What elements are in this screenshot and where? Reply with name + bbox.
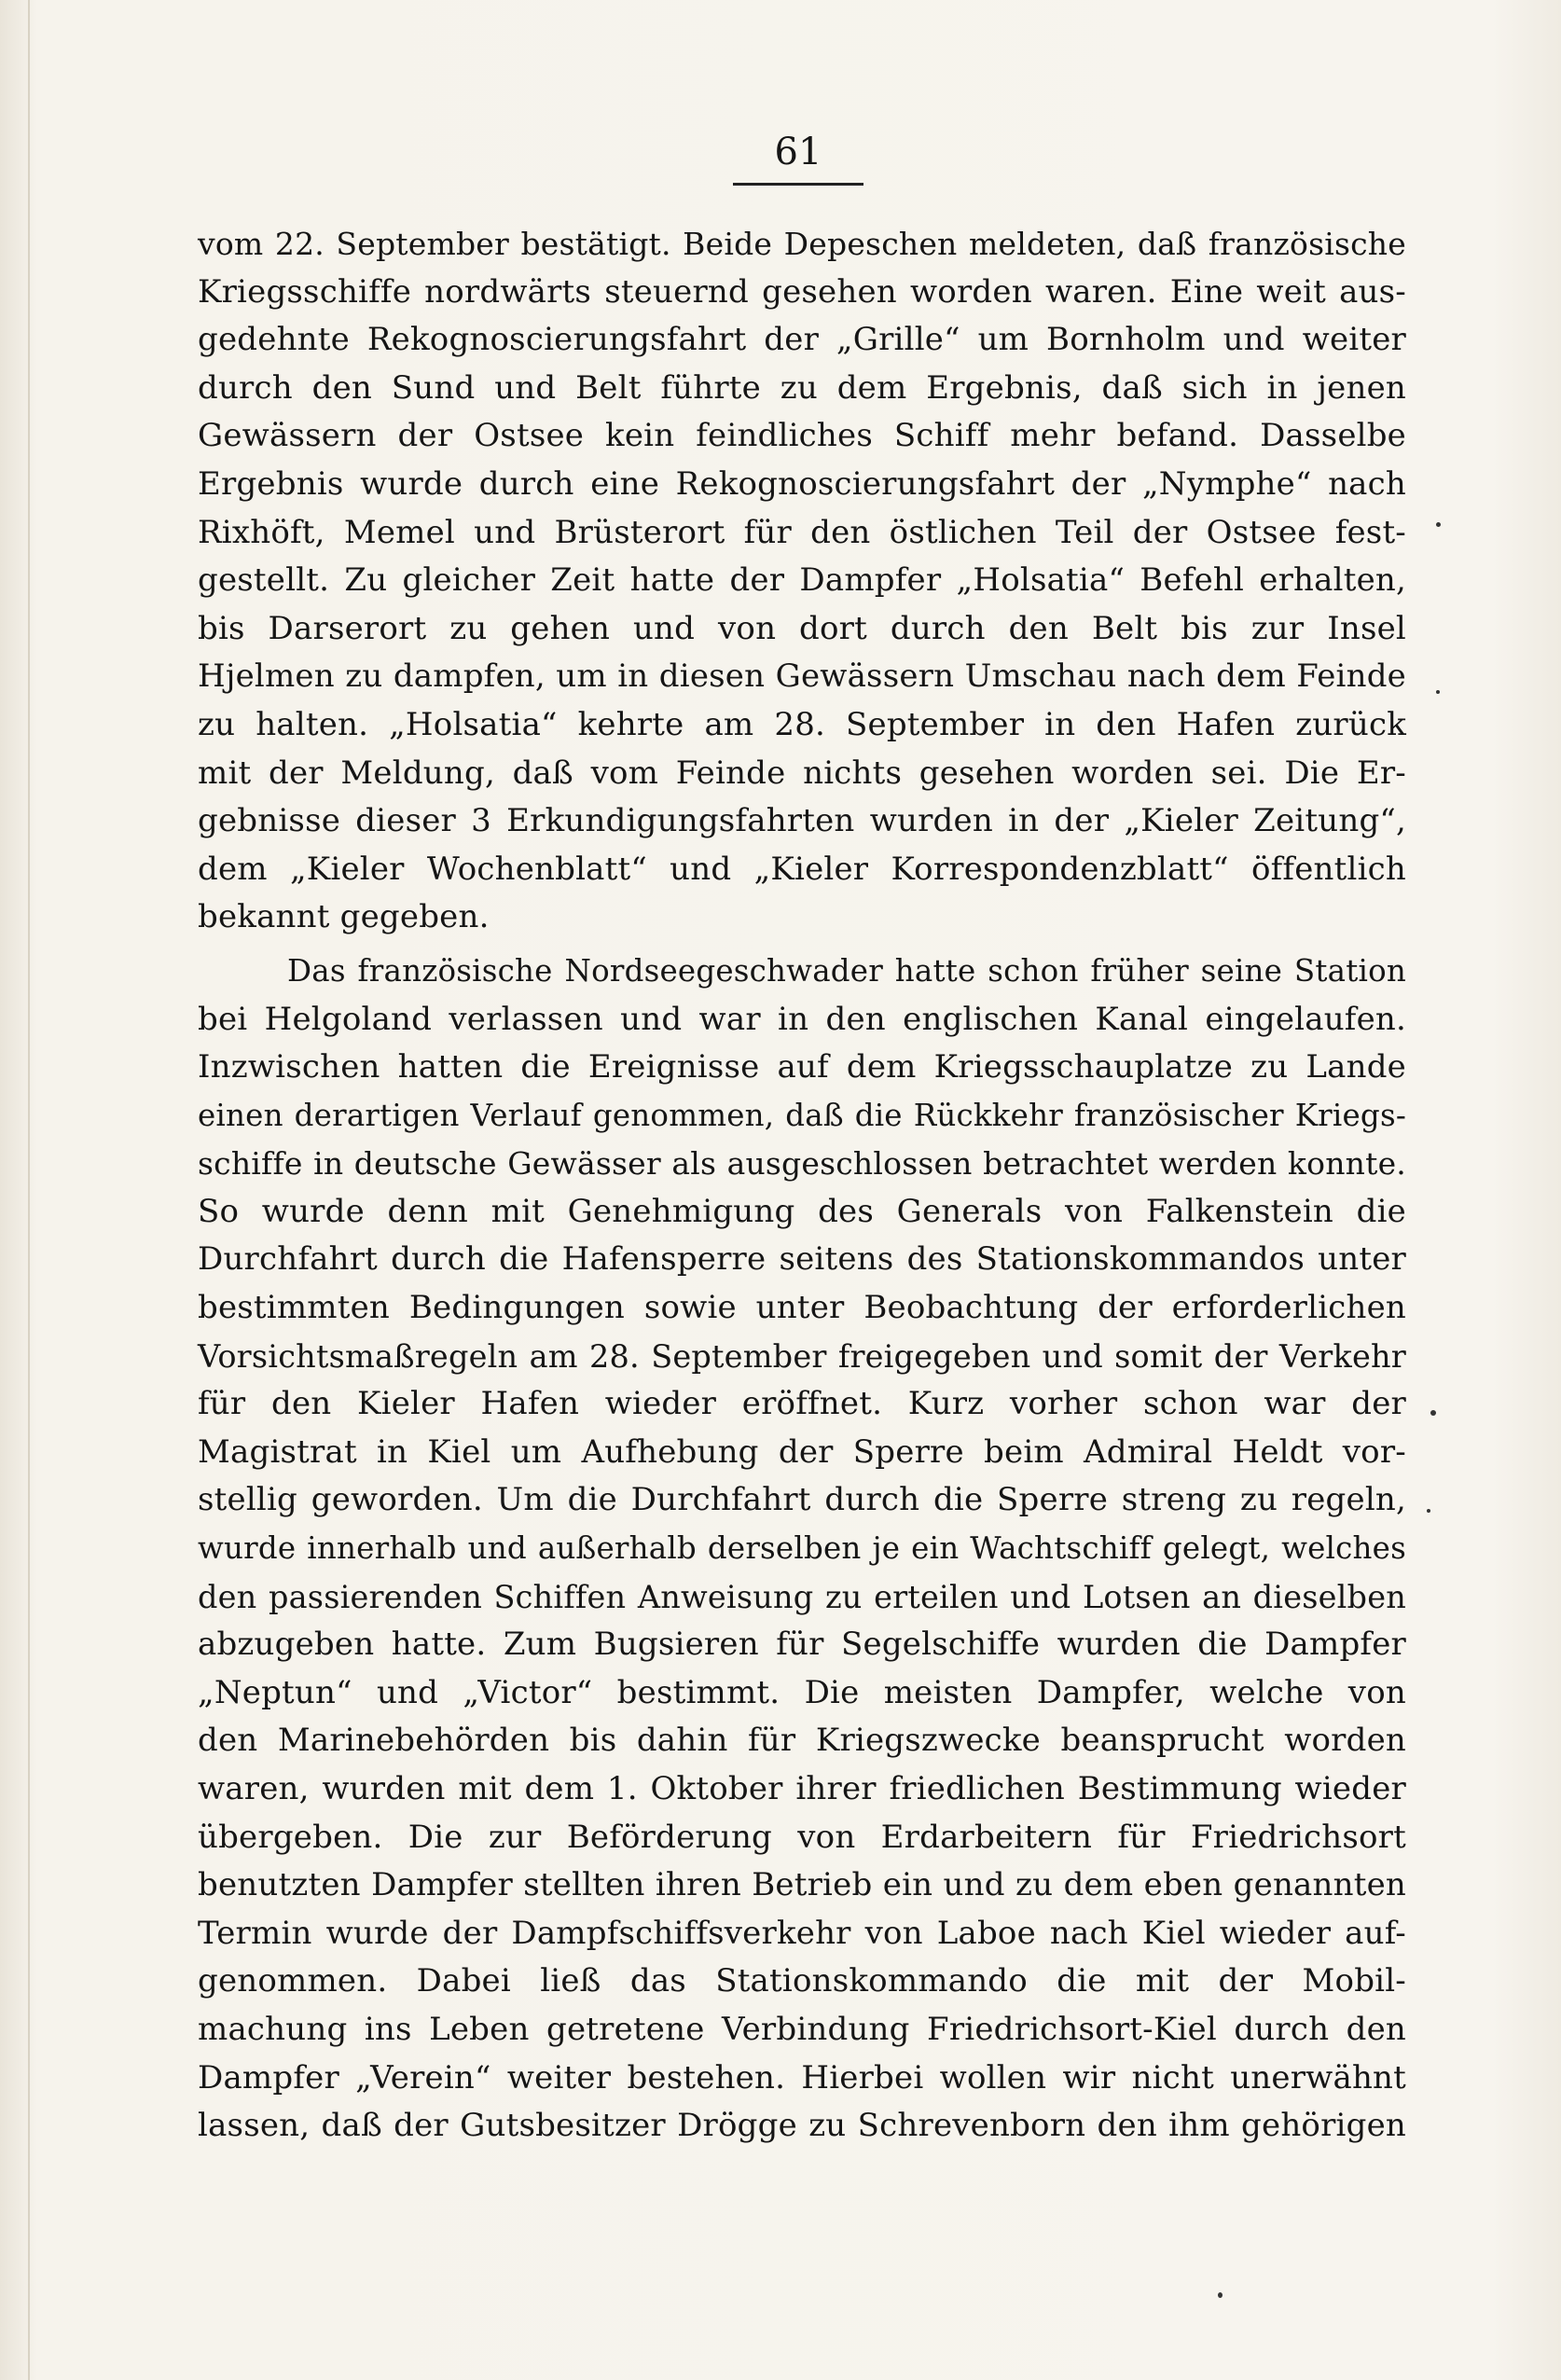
text-line: Gewässern der Ostsee kein feindliches Schiff mehr befand. Dasselbe: [198, 417, 1406, 455]
text-line: durch den Sund und Belt führte zu dem Ergebnis, daß sich in jenen: [198, 368, 1406, 407]
text-line: benutzten Dampfer stellten ihren Betrieb ein und zu dem eben genannten: [198, 1866, 1406, 1904]
text-line: einen derartigen Verlauf genommen, daß die Rückkehr französischer Kriegs-: [198, 1097, 1406, 1133]
text-line: So wurde denn mit Genehmigung des Generals von Falkenstein die: [198, 1192, 1406, 1230]
text-line: Magistrat in Kiel um Aufhebung der Sperre beim Admiral Heldt vor-: [198, 1432, 1406, 1471]
text-line: den passierenden Schiffen Anweisung zu erteilen und Lotsen an dieselben: [198, 1578, 1406, 1615]
text-line: dem „Kieler Wochenblatt“ und „Kieler Korrespondenzblatt“ öffentlich: [198, 850, 1406, 888]
ink-speck: [1430, 1410, 1436, 1416]
text-line: vom 22. September bestätigt. Beide Depeschen meldeten, daß französische: [198, 226, 1406, 262]
text-line: Kriegsschiffe nordwärts steuernd gesehen worden waren. Eine weit aus-: [198, 272, 1406, 311]
text-line: schiffe in deutsche Gewässer als ausgeschlossen betrachtet werden konnte.: [198, 1145, 1406, 1183]
text-line: gestellt. Zu gleicher Zeit hatte der Dampfer „Holsatia“ Befehl erhalten,: [198, 561, 1406, 600]
text-line: lassen, daß der Gutsbesitzer Drögge zu Schrevenborn den ihm gehörigen: [198, 2107, 1406, 2145]
ink-speck: [1427, 1509, 1430, 1513]
ink-speck: [1436, 690, 1440, 694]
ink-speck: [1218, 2292, 1223, 2298]
ink-speck: [1436, 522, 1441, 527]
text-line: übergeben. Die zur Beförderung von Erdarbeitern für Friedrichsort: [198, 1818, 1406, 1856]
text-line: mit der Meldung, daß vom Feinde nichts gesehen worden sei. Die Er-: [198, 754, 1406, 792]
text-line: machung ins Leben getretene Verbindung Friedrichsort-Kiel durch den: [198, 2010, 1406, 2048]
text-line: bestimmten Bedingungen sowie unter Beobachtung der erforderlichen: [198, 1289, 1406, 1327]
text-line: gedehnte Rekognoscierungsfahrt der „Grille“ um Bornholm und weiter: [198, 321, 1406, 359]
page-binding-edge: [28, 0, 30, 2380]
text-line: genommen. Dabei ließ das Stationskommando die mit der Mobil-: [198, 1962, 1406, 2000]
page-number: 61: [774, 131, 822, 173]
text-line: für den Kieler Hafen wieder eröffnet. Kurz vorher schon war der: [198, 1385, 1406, 1423]
text-line: Hjelmen zu dampfen, um in diesen Gewässern Umschau nach dem Feinde: [198, 657, 1406, 696]
text-line: abzugeben hatte. Zum Bugsieren für Segelschiffe wurden die Dampfer: [198, 1626, 1406, 1664]
text-line: bei Helgoland verlassen und war in den englischen Kanal eingelaufen.: [198, 1000, 1406, 1038]
text-line: bis Darserort zu gehen und von dort durch den Belt bis zur Insel: [198, 609, 1406, 647]
text-line: waren, wurden mit dem 1. Oktober ihrer friedlichen Bestimmung wieder: [198, 1770, 1406, 1807]
text-line: Vorsichtsmaßregeln am 28. September freigegeben und somit der Verkehr: [198, 1337, 1406, 1375]
text-line: wurde innerhalb und außerhalb derselben je ein Wachtschiff gelegt, welches: [198, 1530, 1406, 1567]
text-line: zu halten. „Holsatia“ kehrte am 28. September in den Hafen zurück: [198, 705, 1406, 743]
text-line: Dampfer „Verein“ weiter bestehen. Hierbei wollen wir nicht unerwähnt: [198, 2058, 1406, 2096]
text-line: „Neptun“ und „Victor“ bestimmt. Die meisten Dampfer, welche von: [198, 1673, 1406, 1711]
text-line: gebnisse dieser 3 Erkundigungsfahrten wurden in der „Kieler Zeitung“,: [198, 802, 1406, 840]
text-line: Das französische Nordseegeschwader hatte schon früher seine Station: [287, 952, 1406, 989]
text-line: Rixhöft, Memel und Brüsterort für den östlichen Teil der Ostsee fest-: [198, 513, 1406, 551]
body-text: [198, 220, 1406, 2151]
text-line: Termin wurde der Dampfschiffsverkehr von Laboe nach Kiel wieder auf-: [198, 1914, 1406, 1952]
page-number-rule: [733, 183, 863, 186]
text-line: Durchfahrt durch die Hafensperre seitens des Stationskommandos unter: [198, 1240, 1406, 1279]
text-line: den Marinebehörden bis dahin für Kriegszwecke beansprucht worden: [198, 1722, 1406, 1760]
text-line: stellig geworden. Um die Durchfahrt durch die Sperre streng zu regeln,: [198, 1481, 1406, 1519]
text-line: Inzwischen hatten die Ereignisse auf dem Kriegsschauplatze zu Lande: [198, 1048, 1406, 1086]
text-line: Ergebnis wurde durch eine Rekognoscierungsfahrt der „Nymphe“ nach: [198, 464, 1406, 503]
text-line: bekannt gegeben.: [198, 898, 490, 936]
